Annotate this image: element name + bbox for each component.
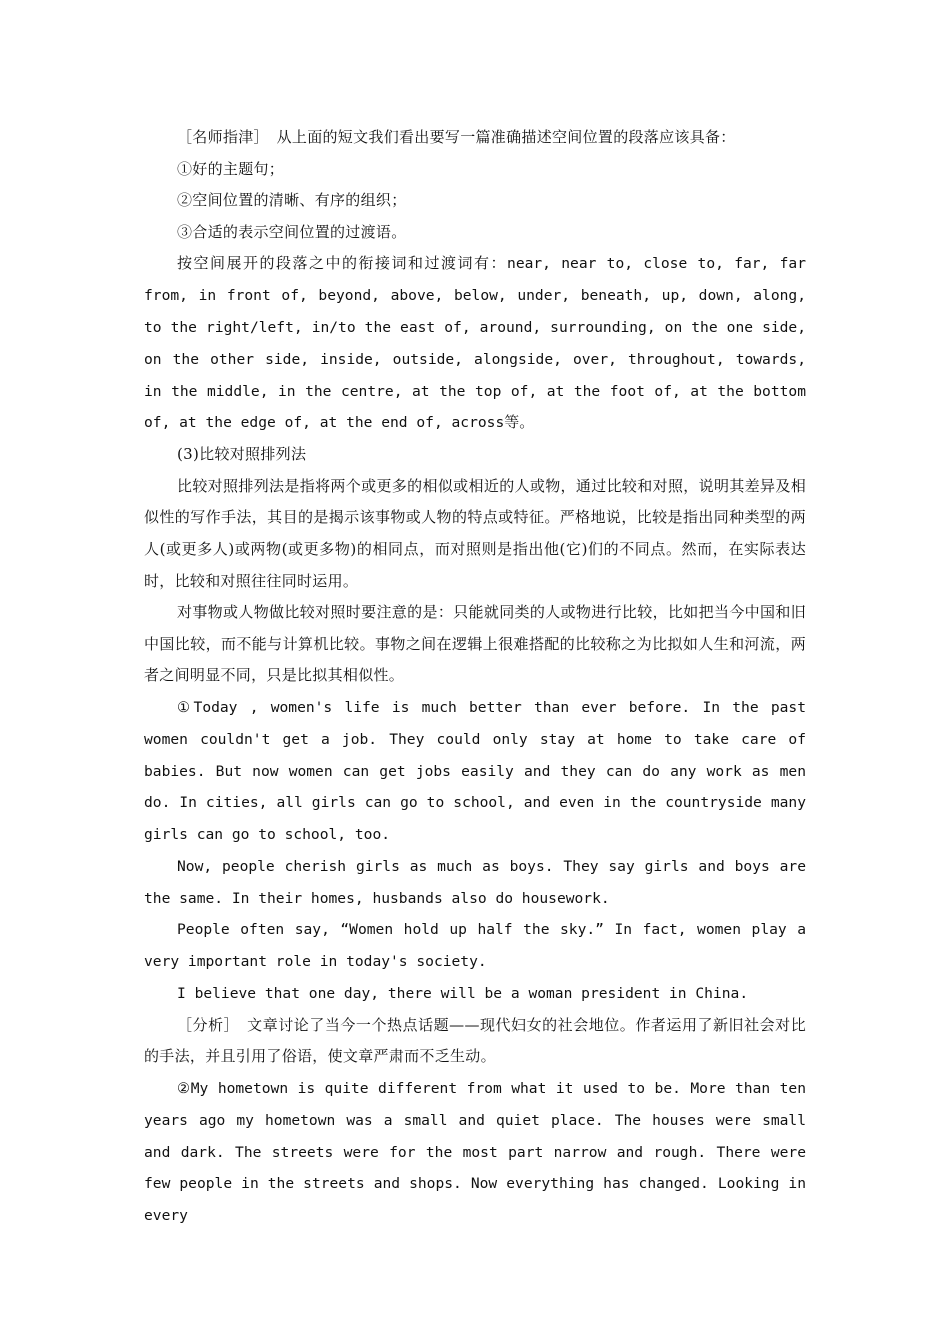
comparison-note: 对事物或人物做比较对照时要注意的是：只能就同类的人或物进行比较，比如把当今中国和旧中国比较，而不能与计算机比较。事物之间在逻辑上很难搭配的比较称之为比拟如人生和河流，两者之间明显不同，只是比拟其相似性。 [144, 603, 806, 685]
example-1-paragraph-1: ①Today , women's life is much better than ever before. In the past women couldn't get a job. They could only stay at home to take care of babies. But now women can get jobs easily and they can do any work as men do. In cities, all girls can go to school, and even in the countryside many girls can go to school, too. [144, 698, 806, 844]
example-1-paragraph-4: I believe that one day, there will be a woman president in China. [177, 985, 749, 1003]
section-3-heading: (3)比较对照排列法 [177, 445, 307, 464]
transitions-end: 等。 [504, 413, 535, 432]
point-1: ①好的主题句； [177, 159, 285, 178]
point-3: ③合适的表示空间位置的过渡语。 [177, 222, 407, 241]
example-1-paragraph-3: People often say, “Women hold up half the sky.” In fact, women play a very important role in today's society. [144, 921, 806, 971]
comparison-definition: 比较对照排列法是指将两个或更多的相似或相近的人或物，通过比较和对照，说明其差异及相似性的写作手法，其目的是揭示该事物或人物的特点或特征。严格地说，比较是指出同种类型的两人(或更多人)或两物(或更多物)的相同点，而对照则是指出他(它)们的不同点。然而，在实际表达时，比较和对照往往同时运用。 [144, 476, 806, 590]
transitions-paragraph [144, 248, 806, 439]
tip-intro-paragraph: ［名师指津］ 从上面的短文我们看出要写一篇准确描述空间位置的段落应该具备： [177, 128, 736, 146]
transitions-words: near, near to, close to, far, far from, in front of, beyond, above, below, under, beneath, up, down, along, to the right/left, in/to the east of, around, surrounding, on the one side, on the other side, inside, outside, alongside, over, throughout, towards, in the middle, in the centre, at the top of, at the foot of, at the bottom of, at the edge of, at the end of, across [144, 255, 806, 432]
transitions-label: 按空间展开的段落之中的衔接词和过渡词有： [177, 254, 508, 273]
example-1-paragraph-2: Now, people cherish girls as much as boys. They say girls and boys are the same. In their homes, husbands also do housework. [144, 857, 806, 907]
point-2: ②空间位置的清晰、有序的组织； [177, 191, 407, 210]
analysis-paragraph: ［分析］ 文章讨论了当今一个热点话题——现代妇女的社会地位。作者运用了新旧社会对比的手法，并且引用了俗语，使文章严肃而不乏生动。 [144, 1015, 806, 1066]
document-page [144, 122, 806, 1232]
example-2-paragraph-1: ②My hometown is quite different from what it used to be. More than ten years ago my hometown was a small and quiet place. The houses were small and dark. The streets were for the most part narrow and rough. There were few people in the streets and shops. Now everything has changed. Looking in every [144, 1080, 806, 1225]
